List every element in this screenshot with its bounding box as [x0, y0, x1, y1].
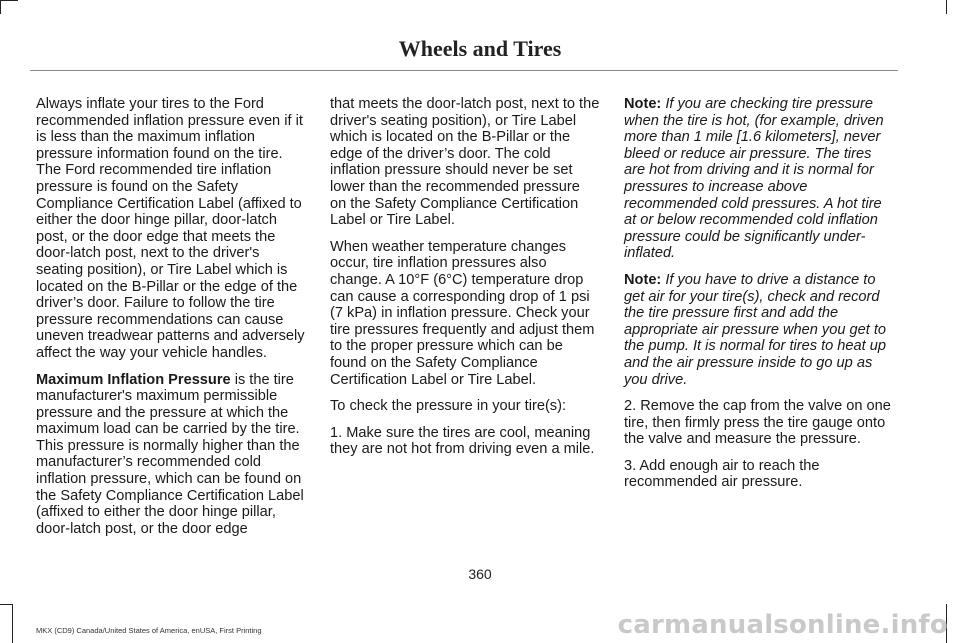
crop-mark-bottom-left-h: [0, 604, 12, 605]
column-3: [624, 96, 894, 501]
crop-mark-top-right: [946, 0, 947, 14]
paragraph: Always inflate your tires to the Ford recommended inflation pressure even if it is less than the maximum inflation pressure information found on the tire. The Ford recommended tire inflation pressure is found on the Safety Compliance Certification Label (affixed to either the door hinge pillar, door-latch post, or the door edge that meets the door-latch post, next to the driver's seating position), or Tire Label which is located on the B-Pillar or the edge of the driver’s door. Failure to follow the tire pressure recommendations can cause uneven treadwear patterns and adversely affect the way your vehicle handles.: [36, 96, 305, 361]
header-divider: [30, 70, 898, 71]
note-paragraph: Note: If you are checking tire pressure when the tire is hot, (for example, driven more than 1 mile [1.6 kilometers], never bleed or reduce air pressure. The tires are hot from driving and it is normal for pressures to increase above recommended cold pressures. A hot tire at or below recommended cold inflation pressure could be significantly under-inflated.: [624, 96, 884, 262]
paragraph: 1. Make sure the tires are cool, meaning they are not hot from driving even a mile.: [330, 424, 595, 458]
note-label: Note:: [624, 271, 662, 288]
column-2: [330, 96, 600, 468]
paragraph: To check the pressure in your tire(s):: [330, 398, 567, 415]
paragraph: When weather temperature changes occur, tire inflation pressures also change. A 10°F (6°C) temperature drop can cause a corresponding drop of 1 psi (7 kPa) in inflation pressure. Check your tire pressures frequently and adjust them to the proper pressure which can be found on the Safety Compliance Certification Label or Tire Label.: [330, 238, 595, 388]
page-number: 360: [468, 566, 492, 582]
page-title: Wheels and Tires: [398, 36, 562, 61]
crop-mark-top-left-h: [0, 0, 18, 1]
crop-mark-top-left: [0, 0, 1, 14]
paragraph: that meets the door-latch post, next to the driver's seating position), or Tire Label which is located on the B-Pillar or the edge of the driver’s door. The cold inflation pressure should never be set lower than the recommended pressure on the Safety Compliance Certification Label or Tire Label.: [330, 96, 600, 229]
paragraph: Maximum Inflation Pressure is the tire manufacturer's maximum permissible pressure and the pressure at which the maximum load can be carried by the tire. This pressure is normally higher than the manufacturer’s recommended cold inflation pressure, which can be found on the Safety Compliance Certification Label (affixed to either the door hinge pillar, door-latch post, or the door edge: [36, 371, 304, 537]
note-paragraph: Note: If you have to drive a distance to get air for your tire(s), check and record the tire pressure first and add the appropriate air pressure when you get to the pump. It is normal for tires to heat up and the air pressure inside to go up as you drive.: [624, 271, 887, 388]
paragraph: 2. Remove the cap from the valve on one tire, then firmly press the tire gauge onto the valve and measure the pressure.: [624, 398, 891, 448]
edition-footer: MKX (CD9) Canada/United States of America, enUSA, First Printing: [36, 626, 262, 635]
note-label: Note:: [624, 96, 662, 112]
column-1: [36, 96, 306, 547]
term-label: Maximum Inflation Pressure: [36, 371, 231, 388]
crop-mark-bottom-left: [12, 604, 13, 643]
watermark: carmanualsonline.info: [617, 610, 948, 640]
paragraph: 3. Add enough air to reach the recommended air pressure.: [624, 457, 820, 491]
